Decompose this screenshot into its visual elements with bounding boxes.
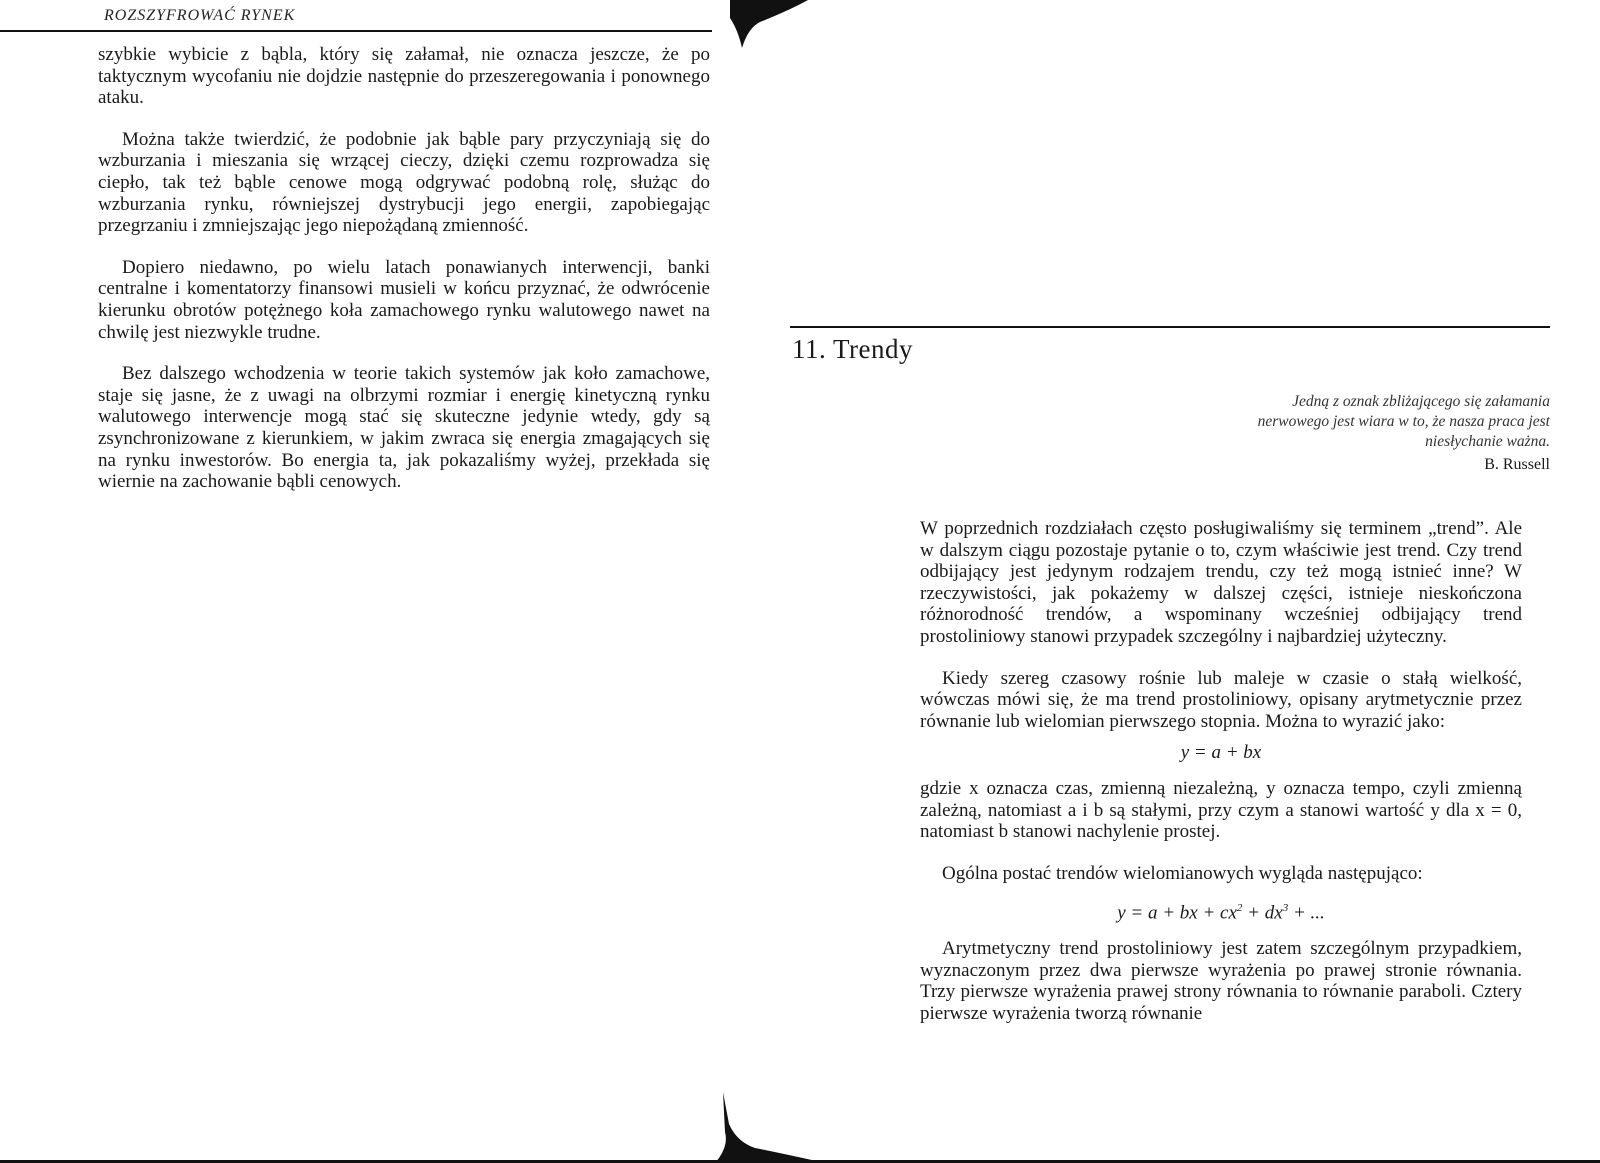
formula-polynomial-lead: y = a + bx + cx bbox=[1117, 902, 1237, 924]
left-page-body bbox=[98, 44, 710, 513]
left-page bbox=[0, 0, 740, 1163]
epigraph-quote: Jedną z oznak zbliżającego się załamania nerwowego jest wiara w to, że nasza praca jest niesłychanie ważna. bbox=[1257, 393, 1550, 450]
right-paragraph-5: Arytmetyczny trend prostoliniowy jest zatem szczególnym przypadkiem, wyznaczonym przez dwa pierwsze wyrażenia po prawej stronie równania. Trzy pierwsze wyrażenia prawej strony równania to równanie paraboli. Cztery pierwsze wyrażenia tworzą równanie bbox=[920, 938, 1522, 1025]
left-paragraph-1: szybkie wybicie z bąbla, który się załamał, nie oznacza jeszcze, że po taktycznym wycofaniu nie dojdzie następnie do przeszeregowania i ponownego ataku. bbox=[98, 44, 710, 109]
formula-polynomial-tail: + ... bbox=[1288, 902, 1325, 924]
formula-exponent-2: 2 bbox=[1236, 902, 1243, 915]
running-header: ROZSZYFROWAĆ RYNEK bbox=[104, 7, 296, 24]
formula-polynomial-mid: + dx bbox=[1242, 902, 1283, 924]
right-page-body bbox=[920, 518, 1522, 1045]
right-paragraph-3: gdzie x oznacza czas, zmienną niezależną, y oznacza tempo, czyli zmienną zależną, natomiast a i b są stałymi, przy czym a stanowi wartość y dla x = 0, natomiast b stanowi nachylenie prostej. bbox=[920, 777, 1522, 843]
right-paragraph-4: Ogólna postać trendów wielomianowych wygląda następująco: bbox=[942, 862, 1423, 884]
header-rule bbox=[0, 30, 712, 32]
right-page bbox=[790, 0, 1600, 1163]
right-paragraph-1: W poprzednich rozdziałach często posługiwaliśmy się terminem „trend”. Ale w dalszym ciągu pozostaje pytanie o to, czym właściwie jest trend. Czy trend odbijający jest jedynym rodzajem trendu, czy też mogą istnieć inne? W rzeczywistości, jak pokażemy w dalszej części, istnieje nieskończona różnorodność trendów, a wspominany wcześniej odbijający trend prostoliniowy stanowi przypadek szczególny i najbardziej użyteczny. bbox=[920, 518, 1522, 647]
formula-polynomial bbox=[920, 898, 1522, 924]
chapter-title: 11. Trendy bbox=[792, 334, 914, 364]
chapter-rule bbox=[790, 326, 1550, 328]
left-paragraph-2: Można także twierdzić, że podobnie jak bąble pary przyczyniają się do wzburzania i mieszania się wrzącej cieczy, dzięki czemu rozprowadza się ciepło, tak też bąble cenowe mogą odgrywać podobną rolę, służąc do wzburzania rynku, równiejszej dystrybucji jego energii, zapobiegając przegrzaniu i zmniejszając jego niepożądaną zmienność. bbox=[98, 128, 710, 237]
left-paragraph-3: Dopiero niedawno, po wielu latach ponawianych interwencji, banki centralne i komentatorzy finansowi musieli w końcu przyznać, że odwrócenie kierunku obrotów potężnego koła zamachowego rynku walutowego nawet na chwilę jest niezwykle trudne. bbox=[98, 256, 710, 343]
right-paragraph-2: Kiedy szereg czasowy rośnie lub maleje w czasie o stałą wielkość, wówczas mówi się, że ma trend prostoliniowy, opisany arytmetycznie przez równanie lub wielomian pierwszego stopnia. Można to wyrazić jako: bbox=[920, 667, 1522, 732]
formula-exponent-3: 3 bbox=[1282, 902, 1289, 915]
epigraph-author: B. Russell bbox=[1484, 456, 1550, 473]
left-paragraph-4: Bez dalszego wchodzenia w teorie takich systemów jak koło zamachowe, staje się jasne, że z uwagi na olbrzymi rozmiar i energię kinetyczną rynku walutowego interwencje mogą stać się skuteczne jedynie wtedy, gdy są zsynchronizowane z kierunkiem, w jakim zwraca się energia zmagających się na rynku inwestorów. Bo energia ta, jak pokazaliśmy wyżej, przekłada się wiernie na zachowanie bąbli cenowych. bbox=[98, 363, 710, 493]
formula-linear: y = a + bx bbox=[1180, 742, 1262, 764]
